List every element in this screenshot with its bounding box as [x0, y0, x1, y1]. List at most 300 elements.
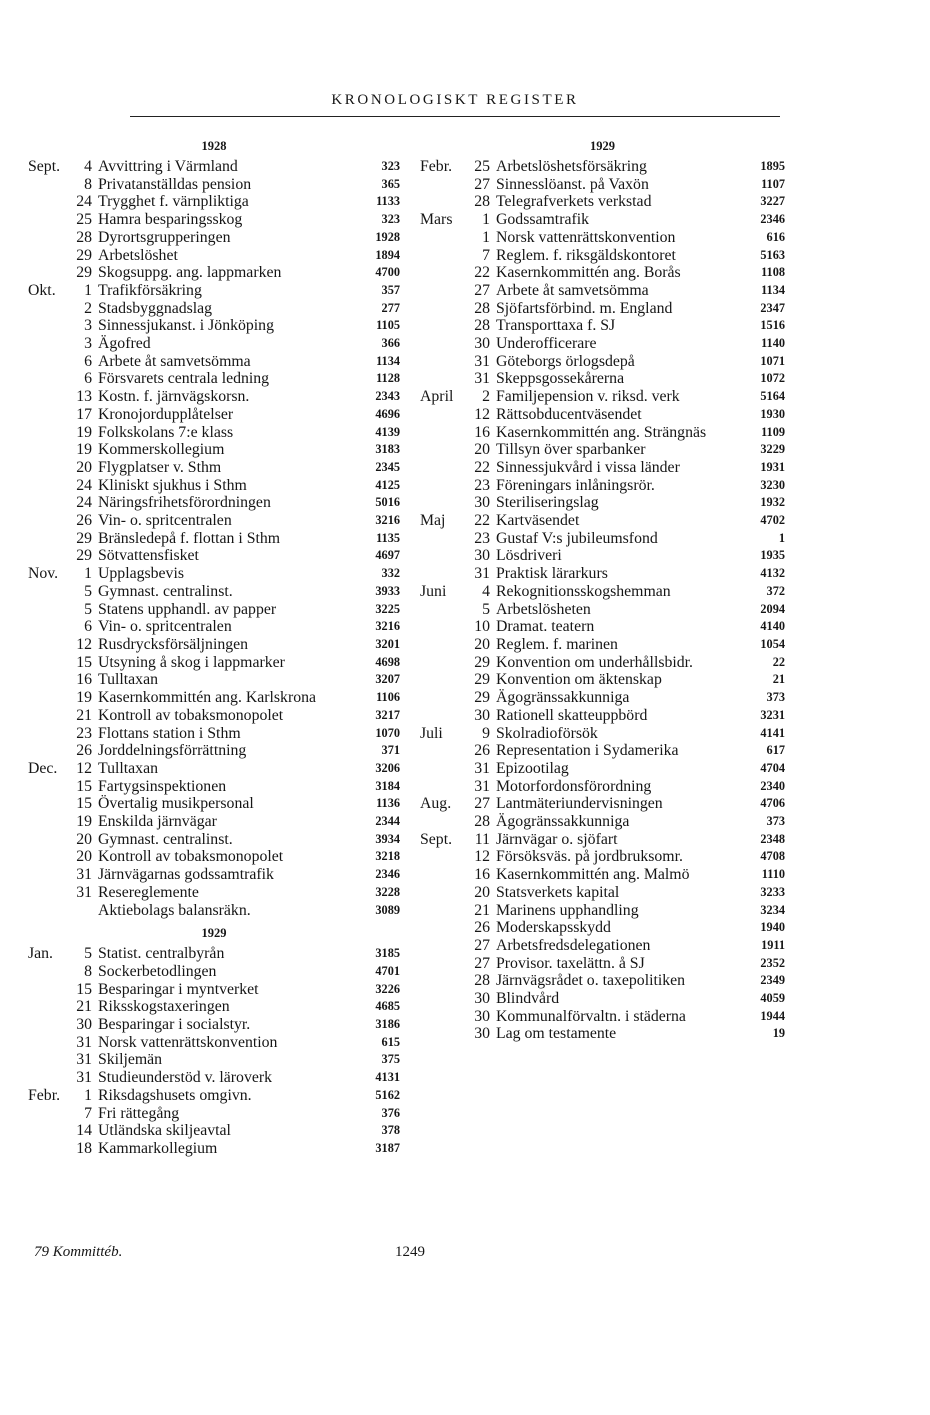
- entry-title: Tulltaxan: [98, 671, 158, 689]
- entry-title: Övertalig musikpersonal: [98, 795, 254, 813]
- entry-title: Föreningars inlåningsrör.: [496, 476, 655, 494]
- entry-month: [420, 813, 472, 831]
- entry-reference: 1935: [760, 548, 785, 563]
- entry-reference: 3230: [760, 477, 785, 492]
- entry-day: 6: [84, 370, 92, 388]
- entry-day: 22: [474, 458, 490, 476]
- entry-day: 2: [84, 299, 92, 317]
- entry-title: Dyrortsgrupperingen: [98, 228, 231, 246]
- entry-title: Jorddelningsförrättning: [98, 742, 247, 760]
- entry-month: [28, 459, 74, 477]
- entry-month: [420, 848, 472, 866]
- entry-title: Näringsfrihetsförordningen: [98, 494, 271, 512]
- entry-title: Lantmäteriundervisningen: [496, 795, 663, 813]
- entry-reference: 3089: [375, 902, 400, 917]
- entry-reference: 616: [766, 229, 785, 244]
- register-entry: [28, 1069, 400, 1087]
- entry-title: Epizootilag: [496, 759, 569, 777]
- entry-title: Ägofred: [98, 335, 151, 353]
- register-entry: [28, 671, 400, 689]
- entry-month: [420, 618, 472, 636]
- entry-body: [496, 601, 785, 619]
- entry-day: 16: [76, 671, 92, 689]
- entry-title: Rusdrycksförsäljningen: [98, 635, 249, 653]
- entry-title: Provisor. taxelättn. å SJ: [496, 954, 645, 972]
- entry-month: [420, 424, 472, 442]
- entry-day: 15: [76, 795, 92, 813]
- entry-month: [28, 441, 74, 459]
- entry-title: Arbetslöshet: [98, 246, 178, 264]
- entry-day: 24: [76, 193, 92, 211]
- entry-month: [420, 193, 472, 211]
- entry-reference: 1895: [760, 159, 785, 173]
- entry-title: Upplagsbevis: [98, 565, 184, 583]
- entry-body: [98, 831, 400, 849]
- entry-title: Flygplatser v. Sthm: [98, 458, 222, 476]
- entry-month: [28, 247, 74, 265]
- entry-reference: 615: [381, 1034, 400, 1049]
- entry-title: Privatanställdas pension: [98, 175, 252, 193]
- entry-body: [496, 725, 785, 743]
- register-entry: [28, 547, 400, 565]
- entry-title: Moderskapsskydd: [496, 919, 611, 937]
- register-entry: [420, 618, 785, 636]
- entry-body: [98, 1051, 400, 1069]
- entry-month: Nov.: [28, 565, 59, 583]
- entry-body: [496, 247, 785, 265]
- page-number: 1249: [395, 1244, 425, 1260]
- entry-reference: 1944: [760, 1008, 785, 1023]
- register-entry: [28, 654, 400, 672]
- register-entry: [420, 547, 785, 565]
- entry-body: [496, 211, 785, 229]
- entry-reference: 4059: [760, 991, 785, 1006]
- entry-title: Praktisk lärarkurs: [496, 565, 608, 583]
- entry-month: [420, 866, 472, 884]
- register-entry: [28, 211, 400, 229]
- entry-day: 19: [76, 813, 92, 831]
- entry-reference: 4700: [375, 265, 400, 280]
- register-entry: [420, 795, 785, 813]
- register-entry: [28, 282, 400, 300]
- entry-reference: 2349: [760, 973, 785, 988]
- entry-month: [420, 335, 472, 353]
- register-entry: [420, 317, 785, 335]
- register-entry: [420, 388, 785, 406]
- entry-title: Försvarets centrala ledning: [98, 370, 270, 388]
- entry-month: [420, 760, 472, 778]
- entry-day: 27: [474, 795, 490, 813]
- entry-month: [420, 441, 472, 459]
- entry-day: 29: [76, 246, 92, 264]
- entry-reference: 4706: [760, 796, 785, 811]
- entry-title: Järnvägarnas godssamtrafik: [98, 866, 274, 884]
- entry-day: 31: [76, 1069, 92, 1087]
- entry-body: [496, 176, 785, 194]
- entry-day: 16: [474, 423, 490, 441]
- entry-reference: 19: [772, 1026, 785, 1041]
- entry-title: Folkskolans 7:e klass: [98, 423, 234, 441]
- entry-day: 17: [76, 405, 92, 423]
- register-entry: [28, 353, 400, 371]
- entry-day: 1: [482, 211, 490, 229]
- entry-day: 31: [474, 565, 490, 583]
- entry-reference: 3233: [760, 884, 785, 899]
- register-entry: [420, 565, 785, 583]
- entry-day: 15: [76, 777, 92, 795]
- entry-reference: 4704: [760, 760, 785, 775]
- entry-body: [98, 317, 400, 335]
- entry-body: [496, 618, 785, 636]
- entry-month: [28, 335, 74, 353]
- entry-day: 25: [474, 158, 490, 175]
- entry-month: [28, 866, 74, 884]
- entry-day: 8: [84, 962, 92, 980]
- entry-month: [28, 176, 74, 194]
- entry-title: Reglem. f. marinen: [496, 635, 618, 653]
- entry-month: [420, 459, 472, 477]
- entry-month: [420, 176, 472, 194]
- entry-reference: 4702: [760, 513, 785, 528]
- entry-body: [496, 795, 785, 813]
- register-entry: [420, 902, 785, 920]
- entry-body: [496, 831, 785, 849]
- entry-title: Rekognitionsskogshemman: [496, 582, 671, 600]
- entry-day: 18: [76, 1139, 92, 1157]
- entry-reference: 3217: [375, 707, 400, 722]
- entry-day: 27: [474, 281, 490, 299]
- entry-title: Ägogränssakkunniga: [496, 813, 630, 831]
- register-entry: [420, 689, 785, 707]
- entry-month: [28, 406, 74, 424]
- register-entry: [28, 424, 400, 442]
- year-heading: 1928: [201, 139, 227, 153]
- entry-reference: 376: [381, 1105, 400, 1120]
- entry-title: Konvention om äktenskap: [496, 671, 662, 689]
- entry-day: 3: [84, 317, 92, 335]
- entry-day: 20: [76, 458, 92, 476]
- entry-body: [496, 512, 785, 530]
- entry-reference: 4131: [375, 1070, 400, 1085]
- entry-body: [496, 884, 785, 902]
- entry-body: [98, 998, 400, 1016]
- entry-body: [496, 335, 785, 353]
- entry-month: [28, 1105, 74, 1123]
- entry-reference: 4125: [375, 477, 400, 492]
- entry-body: [496, 742, 785, 760]
- entry-reference: 3206: [375, 760, 400, 775]
- entry-reference: 3216: [375, 619, 400, 634]
- entry-body: [98, 902, 400, 920]
- entry-month: [420, 689, 472, 707]
- entry-body: [98, 441, 400, 459]
- entry-month: [420, 902, 472, 920]
- register-entry: [28, 813, 400, 831]
- entry-month: [420, 972, 472, 990]
- register-entry: [420, 866, 785, 884]
- entry-month: [28, 601, 74, 619]
- register-entry: [28, 866, 400, 884]
- entry-title: Stadsbyggnadslag: [98, 299, 213, 317]
- entry-body: [98, 335, 400, 353]
- entry-reference: 2345: [375, 459, 400, 474]
- register-entry: [28, 689, 400, 707]
- entry-day: 1: [84, 565, 92, 583]
- entry-reference: 1054: [760, 636, 785, 651]
- entry-title: Sinnessjukanst. i Jönköping: [98, 317, 274, 335]
- entry-reference: 1516: [760, 318, 785, 333]
- entry-body: [496, 282, 785, 300]
- entry-day: 31: [76, 1033, 92, 1051]
- entry-body: [496, 671, 785, 689]
- entry-reference: 323: [381, 212, 400, 227]
- entry-body: [98, 459, 400, 477]
- register-entry: [420, 937, 785, 955]
- entry-month: [28, 981, 74, 999]
- entry-title: Studieunderstöd v. läroverk: [98, 1069, 273, 1087]
- entry-reference: 1134: [376, 353, 400, 368]
- entry-day: 31: [474, 759, 490, 777]
- entry-day: 20: [474, 441, 490, 459]
- entry-reference: 4140: [760, 619, 785, 634]
- register-entry: [420, 654, 785, 672]
- entry-title: Bränsledepå f. flottan i Sthm: [98, 529, 281, 547]
- entry-month: [420, 919, 472, 937]
- entry-month: [420, 229, 472, 247]
- register-entry: [28, 406, 400, 424]
- register-entry: [28, 317, 400, 335]
- entry-reference: 3226: [375, 981, 400, 996]
- entry-body: [496, 636, 785, 654]
- entry-reference: 1107: [761, 176, 785, 191]
- entry-reference: 1105: [376, 318, 400, 333]
- register-entry: [420, 477, 785, 495]
- entry-reference: 1932: [760, 495, 785, 510]
- register-entry: [28, 601, 400, 619]
- entry-reference: 3184: [375, 778, 400, 793]
- entry-body: [98, 264, 400, 282]
- entry-body: [496, 158, 785, 176]
- entry-day: 28: [474, 972, 490, 990]
- entry-month: Juni: [420, 582, 447, 600]
- register-entry: [28, 300, 400, 318]
- entry-day: 29: [474, 689, 490, 707]
- entry-body: [98, 193, 400, 211]
- entry-month: [28, 618, 74, 636]
- entry-title: Vin- o. spritcentralen: [98, 512, 232, 530]
- entry-day: 30: [76, 1016, 92, 1034]
- entry-title: Representation i Sydamerika: [496, 742, 679, 760]
- entry-day: 6: [84, 618, 92, 636]
- register-entry: [28, 1051, 400, 1069]
- entry-title: Godssamtrafik: [496, 211, 590, 229]
- entry-day: 1: [84, 281, 92, 299]
- entry-reference: 3231: [760, 707, 785, 722]
- register-entry: [420, 725, 785, 743]
- entry-body: [98, 494, 400, 512]
- entry-body: [496, 353, 785, 371]
- entry-day: 29: [474, 653, 490, 671]
- entry-day: 25: [76, 211, 92, 229]
- register-entry: [420, 760, 785, 778]
- entry-reference: 3187: [375, 1140, 400, 1155]
- entry-day: 30: [474, 494, 490, 512]
- entry-title: Gymnast. centralinst.: [98, 582, 233, 600]
- register-entry: [420, 247, 785, 265]
- register-entry: [28, 494, 400, 512]
- entry-day: 20: [474, 635, 490, 653]
- entry-title: Kontroll av tobaksmonopolet: [98, 848, 284, 866]
- entry-reference: 3218: [375, 849, 400, 864]
- entry-title: Kasernkommittén ang. Strängnäs: [496, 423, 707, 441]
- entry-body: [98, 618, 400, 636]
- entry-title: Rationell skatteuppbörd: [496, 706, 648, 724]
- entry-reference: 1940: [760, 920, 785, 935]
- entry-reference: 1109: [761, 424, 785, 439]
- register-entry: [28, 512, 400, 530]
- entry-reference: 1070: [375, 725, 400, 740]
- entry-reference: 2348: [760, 831, 785, 846]
- entry-body: [496, 848, 785, 866]
- entry-title: Telegrafverkets verkstad: [496, 193, 652, 211]
- entry-day: 24: [76, 494, 92, 512]
- entry-body: [496, 565, 785, 583]
- entry-day: 7: [84, 1104, 92, 1122]
- register-entry: [28, 831, 400, 849]
- entry-title: Göteborgs örlogsdepå: [496, 352, 635, 370]
- entry-day: 13: [76, 388, 92, 406]
- entry-body: [98, 601, 400, 619]
- entry-month: [420, 353, 472, 371]
- entry-title: Statsverkets kapital: [496, 883, 620, 901]
- entry-title: Kommunalförvaltn. i städerna: [496, 1007, 686, 1025]
- entry-month: [28, 689, 74, 707]
- entry-month: [420, 601, 472, 619]
- entry-title: Norsk vattenrättskonvention: [496, 228, 676, 246]
- entry-title: Motorfordonsförordning: [496, 777, 652, 795]
- entry-month: Mars: [420, 211, 453, 229]
- entry-day: 1: [84, 1086, 92, 1104]
- entry-title: Kasernkommittén ang. Borås: [496, 264, 681, 282]
- entry-month: [28, 813, 74, 831]
- entry-title: Flottans station i Sthm: [98, 724, 241, 742]
- register-entry: [28, 884, 400, 902]
- register-entry: [420, 919, 785, 937]
- register-entry: [420, 512, 785, 530]
- entry-reference: 2352: [760, 955, 785, 970]
- entry-day: 12: [474, 405, 490, 423]
- entry-day: 30: [474, 1025, 490, 1043]
- register-entry: [28, 441, 400, 459]
- entry-month: [420, 530, 472, 548]
- entry-body: [98, 512, 400, 530]
- entry-reference: 2346: [760, 212, 785, 227]
- register-entry: [420, 282, 785, 300]
- entry-body: [496, 264, 785, 282]
- entry-body: [98, 282, 400, 300]
- register-entry: [28, 158, 400, 176]
- entry-body: [496, 530, 785, 548]
- register-entry: [420, 370, 785, 388]
- entry-month: [420, 494, 472, 512]
- entry-body: [98, 981, 400, 999]
- entry-body: [496, 760, 785, 778]
- entry-title: Arbete åt samvetsömma: [496, 281, 649, 299]
- entry-month: Dec.: [28, 759, 58, 777]
- entry-month: [28, 778, 74, 796]
- entry-reference: 3934: [375, 831, 400, 846]
- entry-month: [28, 353, 74, 371]
- entry-body: [98, 530, 400, 548]
- entry-reference: 4141: [760, 725, 785, 740]
- entry-reference: 277: [381, 300, 400, 315]
- entry-month: [420, 1008, 472, 1026]
- entry-day: 29: [474, 671, 490, 689]
- entry-body: [496, 937, 785, 955]
- entry-title: Reglem. f. riksgäldskontoret: [496, 246, 676, 264]
- entry-month: [420, 742, 472, 760]
- register-entry: [420, 601, 785, 619]
- entry-reference: 3216: [375, 513, 400, 528]
- entry-month: [28, 229, 74, 247]
- entry-month: [420, 406, 472, 424]
- register-entry: [420, 1025, 785, 1043]
- entry-reference: 1106: [376, 690, 400, 705]
- register-entry: [28, 193, 400, 211]
- entry-title: Riksdagshusets omgivn.: [98, 1086, 252, 1104]
- entry-body: [496, 229, 785, 247]
- entry-title: Försöksväs. på jordbruksomr.: [496, 848, 683, 866]
- entry-month: [28, 477, 74, 495]
- entry-title: Underofficerare: [496, 335, 597, 353]
- register-entry: [420, 848, 785, 866]
- entry-month: [28, 831, 74, 849]
- entry-body: [98, 300, 400, 318]
- entry-month: Okt.: [28, 281, 56, 299]
- entry-body: [98, 848, 400, 866]
- entry-month: [28, 494, 74, 512]
- entry-month: [28, 300, 74, 318]
- entry-reference: 5164: [760, 389, 785, 404]
- entry-reference: 5162: [375, 1087, 400, 1102]
- entry-body: [98, 795, 400, 813]
- entry-title: Blindvård: [496, 990, 560, 1008]
- entry-day: 26: [76, 742, 92, 760]
- entry-day: 30: [474, 547, 490, 565]
- entry-reference: 3228: [375, 884, 400, 899]
- entry-day: 1: [482, 228, 490, 246]
- entry-month: [420, 247, 472, 265]
- entry-body: [496, 406, 785, 424]
- register-entry: [420, 671, 785, 689]
- entry-body: [98, 583, 400, 601]
- entry-body: [98, 813, 400, 831]
- entry-day: 5: [84, 582, 92, 600]
- entry-reference: 1133: [376, 194, 400, 209]
- entry-title: Avvittring i Värmland: [98, 158, 238, 175]
- entry-reference: 1135: [376, 530, 400, 545]
- register-entry: [28, 760, 400, 778]
- entry-body: [496, 990, 785, 1008]
- register-entry: [28, 795, 400, 813]
- entry-title: Besparingar i myntverket: [98, 980, 259, 998]
- entry-month: [28, 370, 74, 388]
- entry-reference: 21: [772, 672, 785, 687]
- register-entry: [28, 618, 400, 636]
- entry-day: 19: [76, 423, 92, 441]
- entry-title: Ägogränssakkunniga: [496, 689, 630, 707]
- entry-day: 20: [474, 883, 490, 901]
